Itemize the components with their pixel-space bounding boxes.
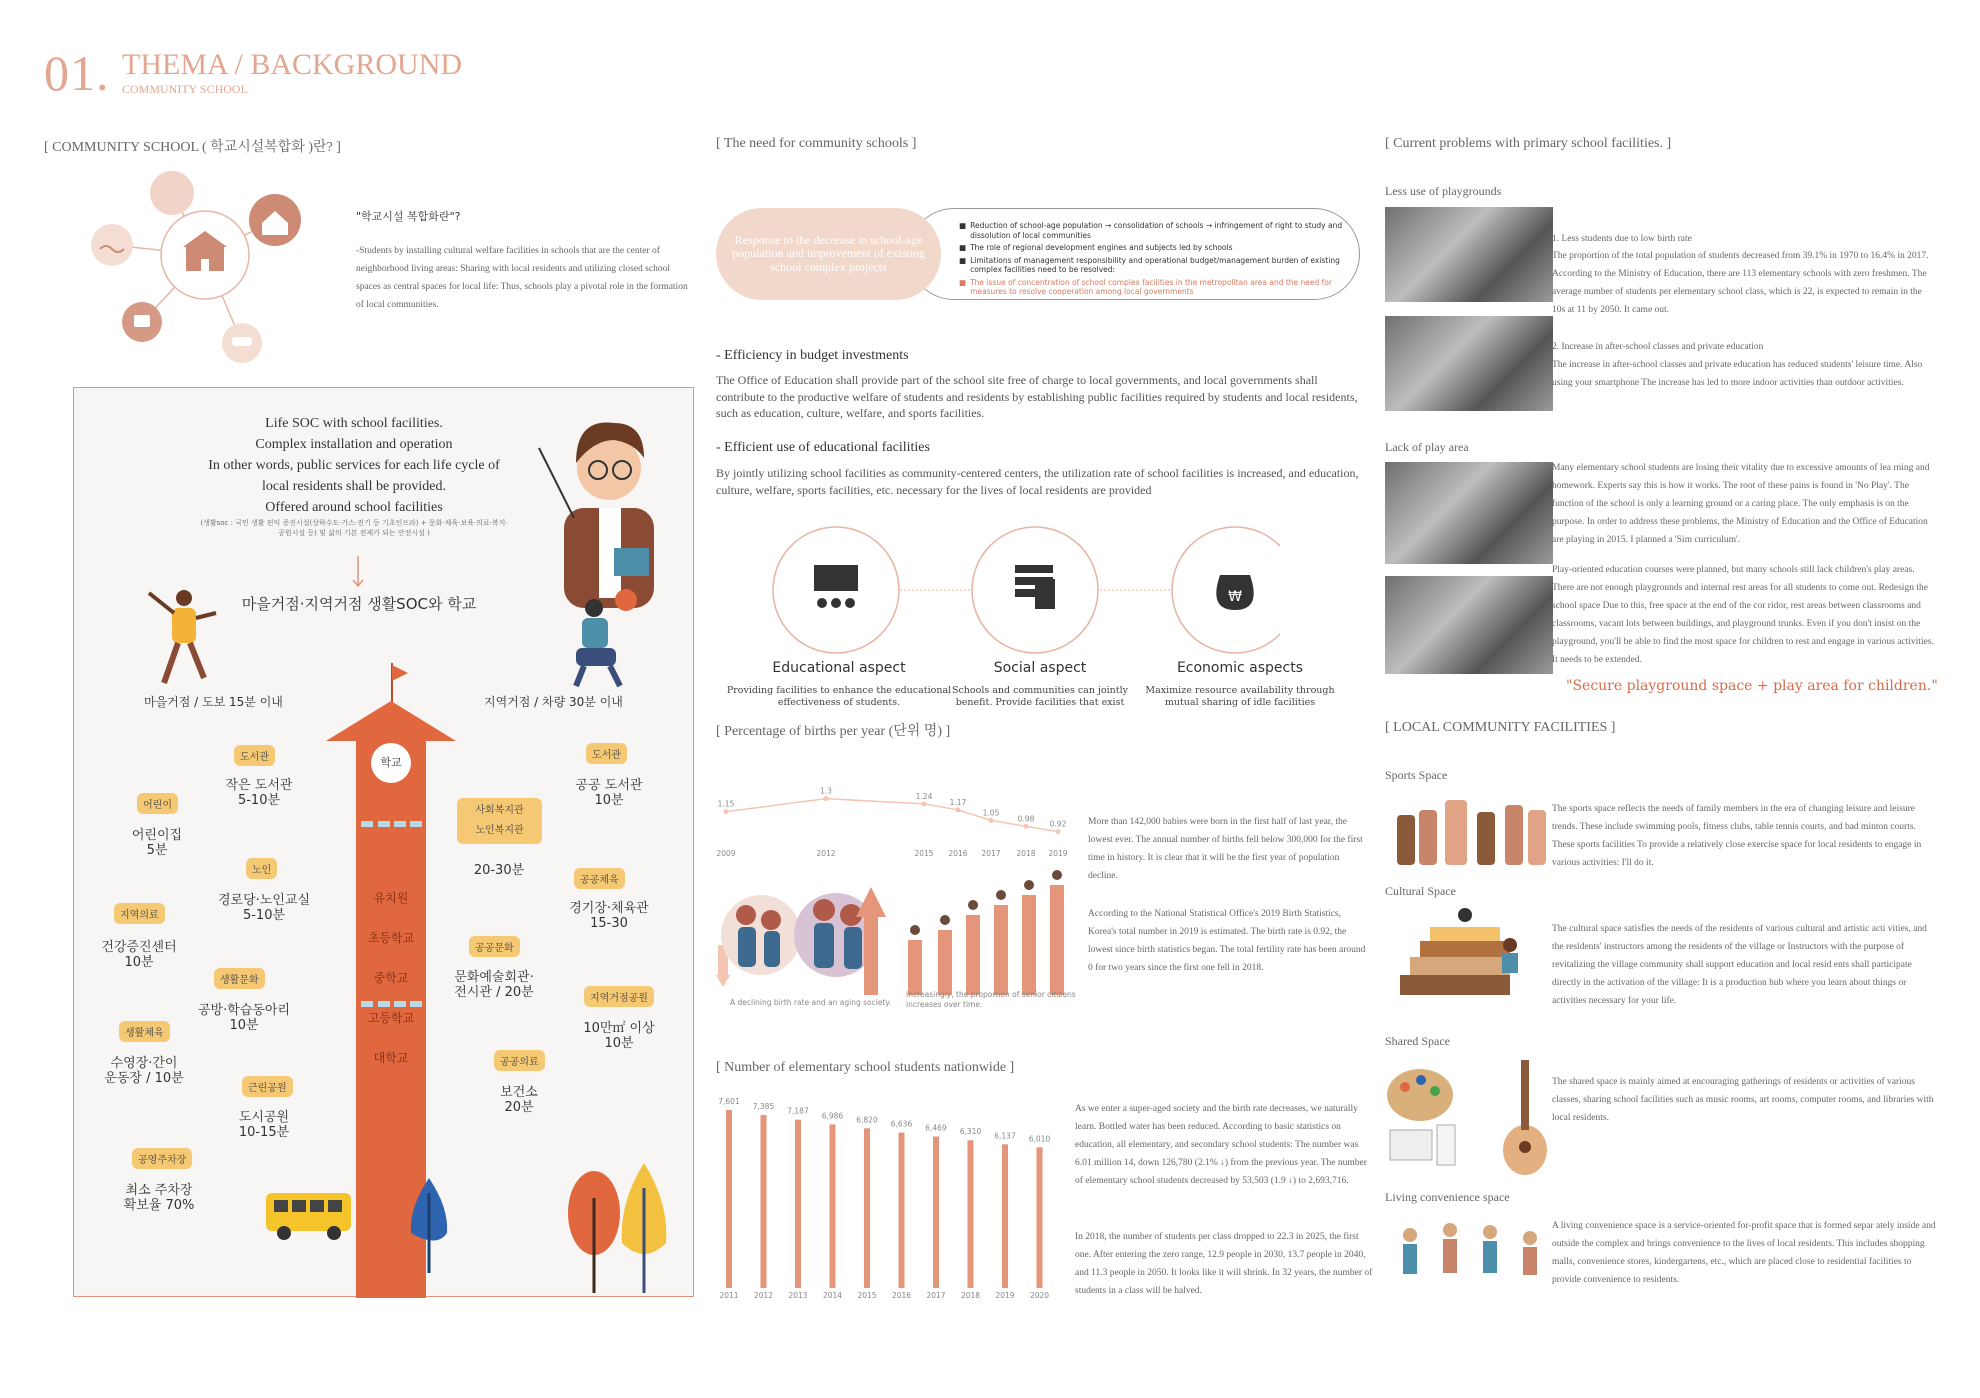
student-bar [933, 1137, 939, 1288]
info-line: local residents shall be provided. [262, 479, 446, 494]
facility-chip: 도서관 [586, 743, 627, 764]
play-area-text-2: Play-oriented education courses were planned, but many schools still lack children's play areas. There are not enough playgrounds and internal rest areas for all students to come out. Redesign the school space Due to this, free space at the end of the cor ridor, rest areas between classrooms and classrooms, vacant lots between buildings, and playground trunks. Even if you don't insist on the playground, you'll be able to find the most space for children to rest and engage in various activities. It needs to be extended. [1552, 565, 1934, 665]
tower-item: 초등학교 [367, 931, 415, 945]
problems-section-title: [ Current problems with primary school facilities. ] [1385, 136, 1672, 151]
births-value-label: 1.15 [717, 799, 735, 809]
tree-icon [404, 1173, 454, 1273]
down-arrow-icon [352, 556, 364, 588]
aspect-text: Providing facilities to enhance the educational effectiveness of students. [726, 685, 952, 708]
student-year-label: 2011 [719, 1291, 739, 1300]
births-year-label: 2018 [1016, 849, 1036, 858]
births-year-label: 2015 [914, 849, 934, 858]
births-year-label: 2019 [1048, 849, 1068, 858]
student-value-label: 6,469 [925, 1123, 947, 1133]
space-name: Shared Space [1385, 1034, 1450, 1048]
need-bullet: The role of regional development engines and subjects led by schools [970, 243, 1233, 252]
births-line-chart [716, 780, 1086, 860]
students-text-2: In 2018, the number of students per class dropped to 22.3 in 2025, the first one. After entering the zero range, 12.9 people in 2030, 13.7 people in 2040, and 11.3 people in 2050. It looks like it will shrink. In 32 years, the number of students in a class will be halved. [1075, 1232, 1373, 1296]
edu-text: By jointly utilizing school facilities as community-centered centers, the utilization rate of school facilities is increased, and education, culture, welfare, sports facilities, etc. necessary for the lives of local residents are provided [716, 466, 1359, 497]
aspect-economic [1125, 660, 1355, 709]
need-bullet: Reduction of school-age population → consolidation of schools → infringement of right to study and dissolution of local communities [970, 221, 1343, 240]
caption-right: Increasingly, the proportion of senior citizens increases over time. [906, 990, 1076, 1009]
info-line: In other words, public services for each life cycle of [208, 458, 500, 473]
need-bullet: The issue of concentration of school complex facilities in the metropolitan area and the need for measures to resolve cooperation among local governments [970, 277, 1332, 296]
section-number: 01. [44, 45, 110, 101]
student-bar [830, 1124, 836, 1288]
births-point [956, 807, 961, 812]
student-year-label: 2016 [891, 1291, 912, 1300]
caption-left: A declining birth rate and an aging society. [730, 998, 892, 1007]
facility-chip: 노인 [246, 858, 277, 879]
facility-label: 경로당·노인교실 5-10분 [217, 893, 311, 923]
tower-item: 중학교 [373, 971, 409, 985]
budget-heading: - Efficiency in budget investments [716, 348, 909, 363]
playground-label: Less use of playgrounds [1385, 184, 1502, 198]
births-text-1: More than 142,000 babies were born in the first half of last year, the lowest ever. The annual number of births fell below 300,000 for the first time in history. It is clear that it will be the first year of population decline. [1088, 817, 1363, 881]
student-year-label: 2019 [995, 1291, 1015, 1300]
student-year-label: 2017 [926, 1291, 946, 1300]
dancer-illustration [144, 583, 224, 693]
facility-chip: 사회복지관 노인복지관 [457, 798, 542, 844]
births-point [922, 801, 927, 806]
page-subtitle: COMMUNITY SCHOOL [122, 82, 248, 96]
living-people-illustration [1390, 1210, 1555, 1300]
facility-chip: 공영주차장 [132, 1148, 192, 1169]
space-name: Living convenience space [1385, 1190, 1510, 1204]
student-bar [968, 1140, 974, 1288]
student-value-label: 6,636 [890, 1119, 913, 1129]
student-bar [761, 1115, 767, 1288]
quote-title: "학교시설 복합화란"? [356, 210, 461, 223]
info-line: Offered around school facilities [265, 500, 443, 515]
student-year-label: 2015 [857, 1291, 877, 1300]
students-chart-title: [ Number of elementary school students nationwide ] [716, 1060, 1015, 1075]
need-pill [716, 208, 941, 300]
facility-label: 보건소 20분 [500, 1085, 538, 1115]
space-name: Sports Space [1385, 768, 1448, 782]
shared-space-icons [1385, 1055, 1553, 1180]
aspect-title: Educational aspect [772, 660, 906, 676]
basketball-player-illustration [554, 588, 644, 688]
facility-label: 20-30분 [473, 863, 525, 878]
aging-illustration [716, 855, 1086, 1005]
student-value-label: 6,310 [959, 1127, 982, 1137]
play-area-text-1: Many elementary school students are losing their vitality due to excessive amounts of lea rning and homework. Experts say this is how it works. The root of these pains is found in 'No Play'. The function of the school is only a learning ground or a caring place. The only emphasis is on the purpose. In order to address these problems, the Ministry of Education and the Office of Education are playing in 2015. I planned a 'Sim curriculum'. [1552, 463, 1930, 545]
facility-label: 경기장·체육관 15-30 [569, 901, 649, 931]
problem-2-text: The increase in after-school classes and private education has reduced students' leisure time. Also using your smartphone The increase has led to more indoor activities than outdoor activities. [1552, 360, 1923, 388]
edu-heading: - Efficient use of educational facilities [716, 440, 930, 455]
problem-1-heading: 1. Less students due to low birth rate [1552, 234, 1692, 244]
births-chart-title: [ Percentage of births per year (단위 명) ] [716, 724, 951, 739]
students-text-1: As we enter a super-aged society and the birth rate decreases, we naturally learn. Bottled water has been reduced. According to basic statistics on education, all elementary, and secondary school students: The number was 6.01 million 14, down 126,780 (2.1% ↓) from the previous year. The number of elementary school students decreased by 53,503 (1.9 ↓) to 2,693,716. [1075, 1104, 1367, 1186]
info-line: Complex installation and operation [255, 437, 453, 452]
facility-label: 공공 도서관 10분 [575, 778, 643, 808]
autumn-trees-icon [564, 1158, 694, 1298]
facility-chip: 공공의료 [494, 1050, 545, 1071]
community-school-description: -Students by installing cultural welfare facilities in schools that are the center of neighborhood living areas: Sharing with local residents and utilizing closed school spaces as central spaces for local life: Thus, schools play a pivotal role in the formation of local communities. [356, 246, 688, 310]
aspect-text: Maximize resource availability through mutual sharing of idle facilities [1145, 685, 1335, 708]
sports-fists-icon [1385, 790, 1553, 870]
highlight-statement: "Secure playground space + play area for children." [1566, 678, 1938, 694]
tower-item: 유치원 [373, 891, 409, 905]
facility-chip: 지역의료 [114, 903, 165, 924]
student-year-label: 2020 [1029, 1291, 1050, 1300]
births-year-label: 2017 [981, 849, 1001, 858]
births-value-label: 1.05 [982, 808, 1000, 818]
problem-1-text: The proportion of the total population of students decreased from 39.1% in 1970 to 16.4% in 2017. According to the Ministry of Education, there are 113 elementary schools with zero freshmen. The average number of students per elementary school class, which is 22, is expected to remain in the 10s at 11 by 2050. It came out. [1552, 251, 1929, 315]
births-value-label: 1.3 [820, 786, 832, 796]
facility-label: 10만㎡ 이상 10분 [583, 1021, 655, 1051]
births-point [724, 809, 729, 814]
student-bar [726, 1110, 732, 1288]
space-name: Cultural Space [1385, 884, 1456, 898]
facility-label: 문화예술회관· 전시관 / 20분 [454, 970, 534, 1000]
births-value-label: 0.98 [1017, 814, 1035, 824]
student-bar [1037, 1147, 1043, 1288]
student-year-label: 2012 [753, 1291, 774, 1300]
student-bar [864, 1128, 870, 1288]
aspect-educational [724, 660, 954, 709]
facility-label: 최소 주차장 확보율 70% [123, 1183, 195, 1213]
facility-chip: 어린이 [137, 793, 178, 814]
facility-chip: 근린공원 [242, 1076, 293, 1097]
need-bullets-box: ■ Reduction of school-age population → consolidation of schools → infringement of right to study and dissolution of local communities ■ The role of regional development engines and subjects led by schools ■ Limitations of management responsibility and operational budget/management burden of existing complex facilities need to be resolved: ■ The issue of concentration of school complex facilities in the metropolitan area and the need for measures to resolve cooperation among local governments [908, 208, 1360, 300]
indoor-play-photo [1385, 462, 1553, 564]
student-value-label: 6,820 [856, 1115, 878, 1125]
space-text: The cultural space satisfies the needs of the residents of various cultural and artistic acti vities, and the residents' instructors among the residents of the village or Instructors with the purpose of revitalizing the village community shall support education and local resid ents shall participate directly in the activation of the village: It is a production hub where you learn about things or activities necessary for your life. [1552, 924, 1927, 1006]
budget-text: The Office of Education shall provide part of the school site free of charge to local governments, and local governments shall contribute to the productive welfare of students and residents by establishing public facilities required by students and local residents, such as education, culture, welfare, and sports facilities. [716, 373, 1358, 420]
facility-label: 도시공원 10-15분 [238, 1110, 290, 1140]
births-point [824, 796, 829, 801]
tower-item: 대학교 [373, 1051, 409, 1065]
facility-chip: 생활체육 [119, 1021, 170, 1042]
need-bullet: Limitations of management responsibility and operational budget/management burden of existing complex facilities need to be resolved: [970, 255, 1340, 274]
aspects-diagram [770, 525, 1280, 655]
student-value-label: 6,137 [994, 1131, 1016, 1141]
student-value-label: 7,385 [752, 1102, 775, 1112]
life-soc-infographic [73, 387, 694, 1297]
facility-chip: 공공체육 [574, 868, 625, 889]
outdoor-play-photo [1385, 576, 1553, 674]
facility-label: 작은 도서관 5-10분 [225, 778, 293, 808]
student-bar [899, 1133, 905, 1288]
right-zone-label: 지역거점 / 차량 30분 이내 [484, 695, 623, 709]
school-bus-icon [264, 1188, 354, 1243]
aspect-title: Social aspect [993, 660, 1087, 676]
births-year-label: 2012 [816, 849, 836, 858]
students-bar-chart [716, 1090, 1066, 1300]
need-section-title: [ The need for community schools ] [716, 136, 917, 151]
student-bar [795, 1120, 801, 1288]
births-value-label: 0.92 [1049, 819, 1067, 829]
student-year-label: 2014 [822, 1291, 843, 1300]
space-text: A living convenience space is a service-oriented for-profit space that is formed separ ately inside and outside the complex and brings convenience to the lives of local residents. This includes shopping malls, convenience stores, kindergartens, etc., which are placed close to residential facilities to provide convenience to residents. [1552, 1221, 1936, 1285]
births-point [1024, 824, 1029, 829]
births-text-2: According to the National Statistical Office's 2019 Birth Statistics, Korea's total number in 2019 is estimated. The birth rate is 0.92, the lowest since birth statistics began. The total fertility rate has been around 0 for two years since the first one fell in 2018. [1088, 909, 1366, 973]
births-year-label: 2009 [716, 849, 736, 858]
births-line [726, 799, 1058, 832]
problem-2-heading: 2. Increase in after-school classes and private education [1552, 342, 1764, 352]
aspect-title: Economic aspects [1176, 660, 1304, 676]
student-bar [1002, 1144, 1008, 1288]
facility-label: 수영장·간이 운동장 / 10분 [104, 1056, 184, 1086]
community-school-title: [ COMMUNITY SCHOOL ( 학교시설복합화 )란? ] [44, 140, 341, 155]
play-area-label: Lack of play area [1385, 440, 1469, 454]
space-text: The shared space is mainly aimed at encouraging gatherings of residents or activities of various classes, sharing school facilities such as music rooms, art rooms, computer rooms, and libraries with local residents. [1552, 1077, 1934, 1123]
facility-label: 어린이집 5분 [131, 828, 183, 858]
facility-label: 공방·학습동아리 10분 [197, 1003, 291, 1033]
facility-label: 건강증진센터 10분 [101, 940, 177, 970]
facility-chip: 도서관 [234, 745, 275, 766]
aspect-text: Schools and communities can jointly benefit. Provide facilities that exist [951, 685, 1129, 708]
student-year-label: 2013 [788, 1291, 808, 1300]
teacher-illustration [534, 408, 684, 608]
aspect-social [925, 660, 1155, 709]
births-point [1056, 829, 1061, 834]
need-pill-text: Response to the decrease in school-age population and improvement of existing school complex projects [732, 232, 925, 274]
student-value-label: 6,010 [1028, 1134, 1051, 1144]
svg-text:₩: ₩ [1228, 589, 1242, 605]
field-photo [1385, 316, 1553, 411]
student-year-label: 2018 [960, 1291, 981, 1300]
births-point [989, 818, 994, 823]
facility-chip: 생활문화 [214, 968, 265, 989]
space-text: The sports space reflects the needs of family members in the era of changing leisure and leisure trends. These include swimming pools, fitness clubs, table tennis courts, and bad minton courts. These sports facilities To provide a relatively close exercise space for local residents to engage in various activities: I'll do it. [1552, 804, 1922, 868]
births-value-label: 1.17 [949, 797, 967, 807]
school-label: 학교 [380, 756, 402, 769]
hub-diagram [90, 165, 320, 370]
local-facilities-title: [ LOCAL COMMUNITY FACILITIES ] [1385, 720, 1616, 735]
births-year-label: 2016 [948, 849, 968, 858]
playground-photo [1385, 207, 1553, 302]
student-value-label: 7,187 [787, 1106, 809, 1116]
facility-chip: 지역거점공원 [584, 986, 654, 1007]
tower-item: 고등학교 [367, 1011, 415, 1025]
page-title: THEMA / BACKGROUND [122, 48, 463, 81]
info-center-title: 마을거점·지역거점 생활SOC와 학교 [241, 595, 477, 613]
facility-chip: 공공문화 [469, 936, 520, 957]
info-footnote: (생활soc : 국민 생활 편익 증진시설(상하수도·가스·전기 등 기초인프라) + 문화·체육·보육·의료·복지·공원시설 등) 및 삶의 기본 전제가 되는 안전시설 ) [200, 519, 508, 537]
left-zone-label: 마을거점 / 도보 15분 이내 [144, 695, 283, 709]
info-line: Life SOC with school facilities. [265, 416, 443, 431]
student-value-label: 6,986 [821, 1111, 844, 1121]
births-value-label: 1.24 [915, 791, 933, 801]
books-illustration [1390, 905, 1550, 1005]
student-value-label: 7,601 [718, 1097, 740, 1106]
